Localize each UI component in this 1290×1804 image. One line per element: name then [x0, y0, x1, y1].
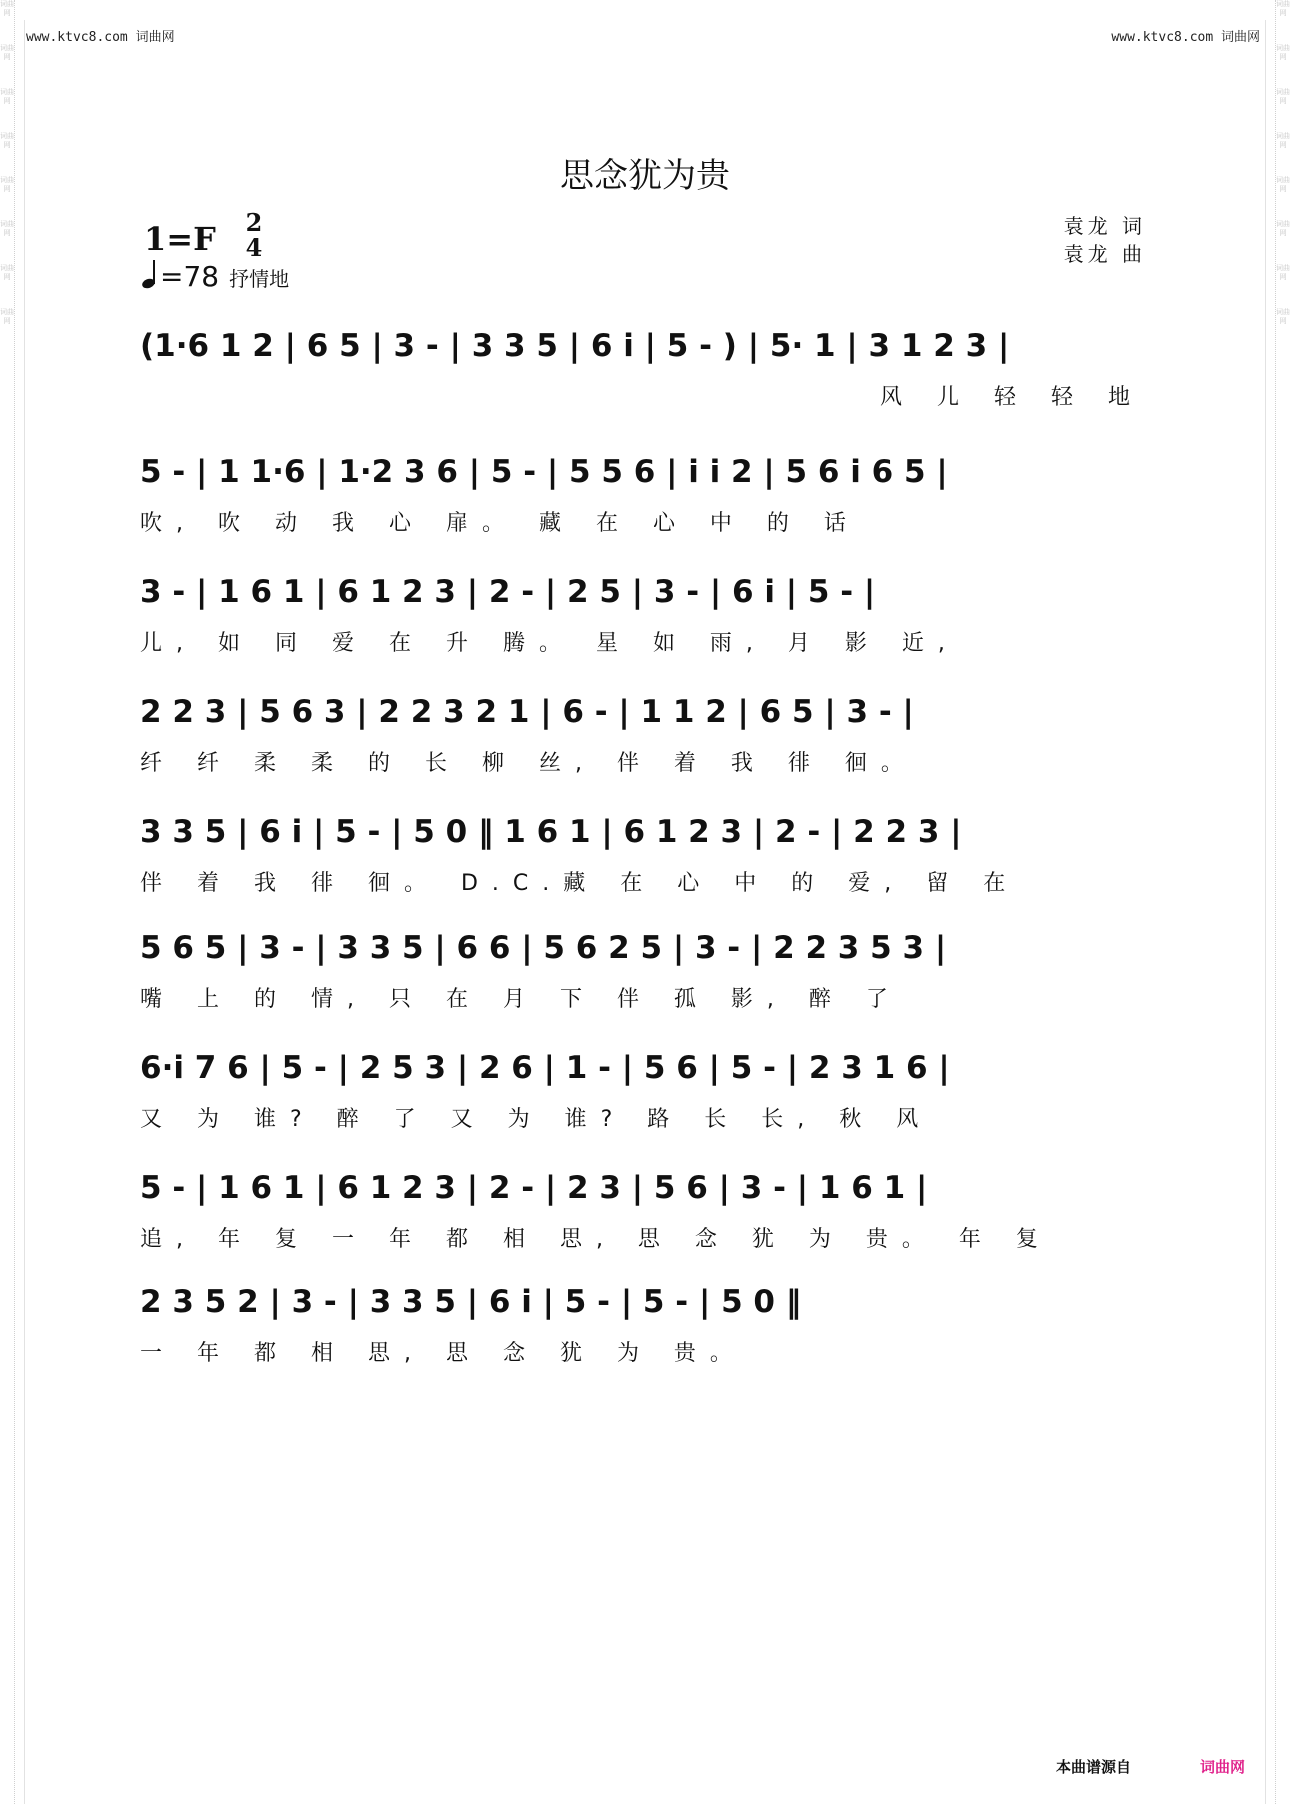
side-watermark: 词曲网	[0, 220, 14, 237]
notation-line: 2 3 5 2 | 3 - | 3 3 5 | 6 i | 5 - | 5 - | 5 0 ‖	[140, 1284, 802, 1320]
lyrics-line: 儿, 如 同 爱 在 升 腾。 星 如 雨, 月 影 近,	[140, 631, 959, 656]
notation-line: 5 6 5 | 3 - | 3 3 5 | 6 6 | 5 6 2 5 | 3 - | 2 2 3 5 3 |	[140, 930, 947, 966]
side-watermark: 词曲网	[0, 264, 14, 281]
side-watermark: 词曲网	[1276, 220, 1290, 237]
score-system-7	[140, 1042, 1150, 1142]
lyrics-line: 追, 年 复 一 年 都 相 思, 思 念 犹 为 贵。 年 复	[140, 1227, 1052, 1252]
side-watermark: 词曲网	[1276, 264, 1290, 281]
score-system-1	[140, 320, 1150, 420]
notation-line: 5 - | 1 1·6 | 1·2 3 6 | 5 - | 5 5 6 | i i 2 | 5 6 i 6 5 |	[140, 454, 948, 490]
lyrics-line: 纤 纤 柔 柔 的 长 柳 丝, 伴 着 我 徘 徊。	[140, 751, 917, 776]
score-system-8	[140, 1162, 1150, 1262]
lyrics-line: 风 儿 轻 轻 地	[880, 385, 1144, 410]
side-watermark: 词曲网	[1276, 176, 1290, 193]
notation-line: 5 - | 1 6 1 | 6 1 2 3 | 2 - | 2 3 | 5 6 | 3 - | 1 6 1 |	[140, 1170, 928, 1206]
meter-top: 2	[245, 208, 263, 237]
key-signature: 1=F	[144, 220, 216, 258]
score-system-9	[140, 1276, 1150, 1376]
lyricist-credit: 袁龙 词	[1063, 214, 1146, 238]
side-watermark: 词曲网	[0, 88, 14, 105]
notation-line: (1·6 1 2 | 6 5 | 3 - | 3 3 5 | 6 i | 5 - ) | 5· 1 | 3 1 2 3 |	[140, 328, 1010, 364]
composer-credit: 袁龙 曲	[1063, 242, 1146, 266]
quarter-note-icon	[142, 262, 160, 290]
side-watermark: 词曲网	[1276, 44, 1290, 61]
expression-mark: 抒情地	[229, 267, 290, 291]
lyrics-line: 伴 着 我 徘 徊。 D.C.藏 在 心 中 的 爱, 留 在	[140, 871, 1020, 896]
song-title: 思念犹为贵	[560, 156, 730, 196]
side-watermark: 词曲网	[0, 308, 14, 325]
lyrics-line: 一 年 都 相 思, 思 念 犹 为 贵。	[140, 1341, 746, 1366]
left-watermark-strip	[0, 0, 15, 1804]
score-system-5	[140, 806, 1150, 906]
lyrics-line: 吹, 吹 动 我 心 扉。 藏 在 心 中 的 话	[140, 511, 860, 536]
notation-line: 6·i 7 6 | 5 - | 2 5 3 | 2 6 | 1 - | 5 6 | 5 - | 2 3 1 6 |	[140, 1050, 950, 1086]
source-note: 本曲谱源自	[1056, 1758, 1132, 1776]
lyrics-line: 嘴 上 的 情, 只 在 月 下 伴 孤 影, 醉 了	[140, 987, 902, 1012]
score-system-2	[140, 446, 1150, 546]
notation-line: 3 - | 1 6 1 | 6 1 2 3 | 2 - | 2 5 | 3 - | 6 i | 5 - |	[140, 574, 876, 610]
site-url-left: www.ktvc8.com 词曲网	[26, 30, 175, 45]
side-watermark: 词曲网	[0, 0, 14, 17]
tempo-marking	[142, 260, 289, 293]
side-watermark: 词曲网	[1276, 308, 1290, 325]
side-watermark: 词曲网	[0, 132, 14, 149]
time-signature	[240, 210, 268, 260]
right-watermark-strip	[1275, 0, 1290, 1804]
side-watermark: 词曲网	[0, 44, 14, 61]
site-url-right: www.ktvc8.com 词曲网	[1111, 30, 1260, 45]
side-watermark: 词曲网	[1276, 132, 1290, 149]
side-watermark: 词曲网	[1276, 0, 1290, 17]
meter-bottom: 4	[245, 233, 263, 262]
side-watermark: 词曲网	[1276, 88, 1290, 105]
score-system-3	[140, 566, 1150, 666]
score-system-4	[140, 686, 1150, 786]
lyrics-line: 又 为 谁? 醉 了 又 为 谁? 路 长 长, 秋 风	[140, 1107, 933, 1132]
brand-logo: 词曲网	[1200, 1758, 1246, 1776]
score-system-6	[140, 922, 1150, 1022]
notation-line: 2 2 3 | 5 6 3 | 2 2 3 2 1 | 6 - | 1 1 2 | 6 5 | 3 - |	[140, 694, 914, 730]
side-watermark: 词曲网	[0, 176, 14, 193]
notation-line: 3 3 5 | 6 i | 5 - | 5 0 ‖ 1 6 1 | 6 1 2 3 | 2 - | 2 2 3 |	[140, 814, 962, 850]
tempo-value: =78	[160, 260, 220, 293]
